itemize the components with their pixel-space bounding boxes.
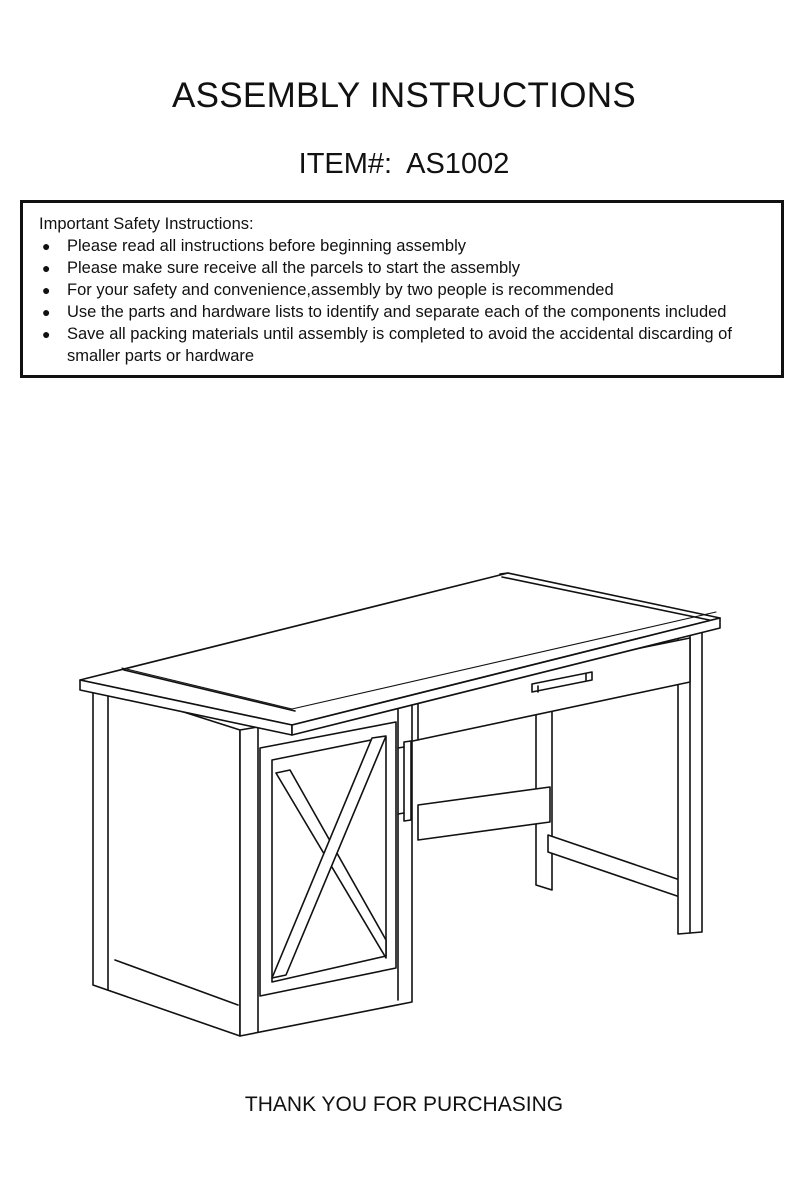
bullet-icon: ● <box>42 326 51 342</box>
safety-item <box>39 279 767 301</box>
desk-back-panel <box>418 787 550 840</box>
safety-list <box>39 235 767 367</box>
door-handle-icon <box>404 741 411 821</box>
safety-item-text: For your safety and convenience,assembly by two people is recommended <box>67 281 614 299</box>
safety-item-text: Please make sure receive all the parcels to start the assembly <box>67 259 521 277</box>
item-number-line <box>0 148 808 181</box>
safety-item-text: Save all packing materials until assembly is completed to avoid the accidental discarding of smaller parts or hardware <box>67 325 732 365</box>
safety-item <box>39 323 767 367</box>
bullet-icon: ● <box>42 238 51 254</box>
desk-illustration <box>70 560 730 1040</box>
pedestal-side-panel <box>93 683 240 1036</box>
safety-item <box>39 235 767 257</box>
item-label: ITEM#: <box>298 148 393 180</box>
safety-item <box>39 257 767 279</box>
bullet-icon: ● <box>42 282 51 298</box>
safety-item <box>39 301 767 323</box>
bullet-icon: ● <box>42 304 51 320</box>
bullet-icon: ● <box>42 260 51 276</box>
safety-instructions-box <box>20 200 784 378</box>
document-title: ASSEMBLY INSTRUCTIONS <box>172 76 636 115</box>
item-number: AS1002 <box>406 148 510 180</box>
safety-item-text: Use the parts and hardware lists to identify and separate each of the components included <box>67 303 727 321</box>
thank-you-message: THANK YOU FOR PURCHASING <box>244 1093 564 1116</box>
safety-heading: Important Safety Instructions: <box>39 215 254 233</box>
safety-item-text: Please read all instructions before beginning assembly <box>67 237 466 255</box>
desk-side-stretcher <box>548 835 680 897</box>
